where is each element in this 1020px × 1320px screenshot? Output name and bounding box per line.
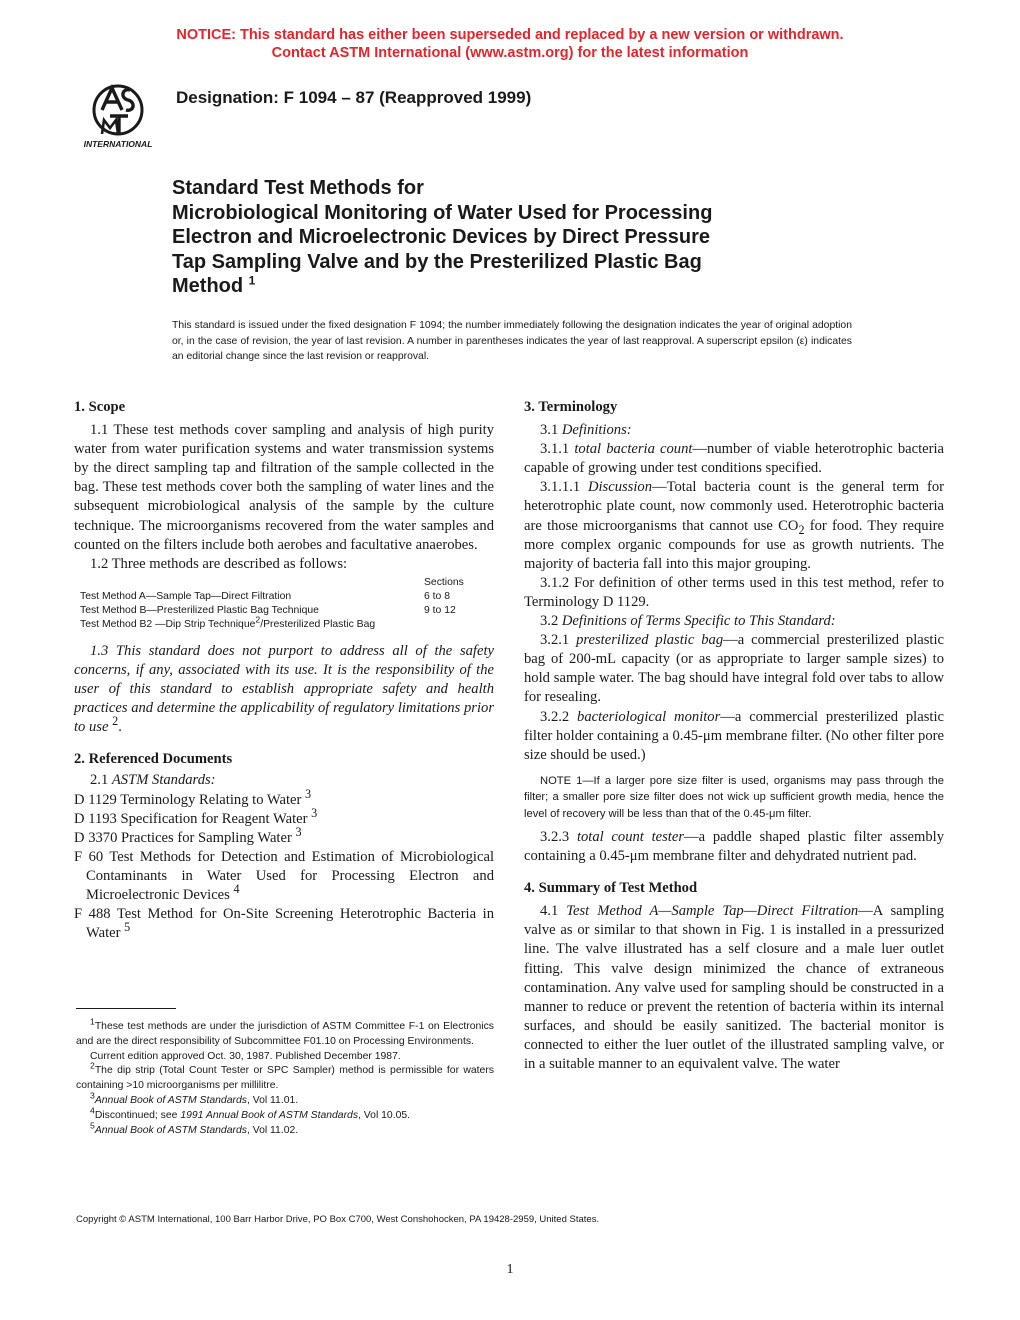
- footnote-mark: 4: [233, 882, 240, 897]
- footnote-2-text: The dip strip (Total Count Tester or SPC Sampler) method is permissible for waters containing >10 microorganisms per millilitre.: [76, 1065, 494, 1092]
- footnote-2: [76, 1060, 494, 1094]
- footnote-rule: [76, 1008, 176, 1009]
- period: .: [118, 719, 122, 736]
- para-3-1-2: 3.1.2 For definition of other terms used in this test method, refer to Terminology D 1129.: [524, 574, 944, 610]
- footnotes: [76, 1016, 494, 1138]
- num: 3.1: [540, 422, 562, 439]
- para-1-1: 1.1 These test methods cover sampling and analysis of high purity water from water purification systems and water transmission systems by the direct sampling tap and filtration of the sample collected in the bag. These test methods cover both the sampling of water lines and the subsequent microbiological analysis of the sample by the culture technique. The microorganisms recovered from the water samples and counted on the filters include both aerobes and facultative anaerobes.: [74, 422, 494, 553]
- reference-text: D 3370 Practices for Sampling Water: [74, 829, 292, 846]
- footnote-mark: 2: [90, 1060, 95, 1071]
- footnote-4-title: 1991 Annual Book of ASTM Standards: [180, 1109, 359, 1121]
- issuance-statement: This standard is issued under the fixed designation F 1094; the number immediately following the designation indicates the year of original adoption or, in the case of revision, the year of last revision. A number in parentheses indicates the year of last reapproval. A superscript epsilon (ε) indicates an editorial change since the last revision or reapproval.: [172, 320, 852, 362]
- footnote-3: [76, 1090, 494, 1109]
- title-line-5: Method: [172, 275, 244, 297]
- method-sections: 9 to 12: [424, 604, 456, 616]
- reference-text: F 488 Test Method for On-Site Screening Heterotrophic Bacteria in Water: [74, 906, 494, 942]
- term: bacteriological monitor: [577, 708, 721, 725]
- footnote-5-text: , Vol 11.02.: [246, 1124, 299, 1136]
- footnote-mark: 3: [90, 1090, 95, 1101]
- copyright: Copyright © ASTM International, 100 Barr Harbor Drive, PO Box C700, West Conshohocken, PA 19428-2959, United States.: [76, 1214, 600, 1225]
- footnote-5: [76, 1120, 494, 1139]
- section-1-heading: 1. Scope: [74, 399, 126, 415]
- reference-text: D 1129 Terminology Relating to Water: [74, 791, 302, 808]
- footnote-mark: 3: [295, 824, 302, 839]
- title-line-4: Tap Sampling Valve and by the Presterilized Plastic Bag: [172, 250, 702, 273]
- svg-text:INTERNATIONAL: INTERNATIONAL: [83, 139, 153, 149]
- footnote-4: [76, 1105, 494, 1124]
- num: 3.2: [540, 613, 562, 630]
- para-1-3-text: 1.3 This standard does not purport to address all of the safety concerns, if any, associated with its use. It is the responsibility of the user of this standard to establish appropriate safety and health practices and determine the applicability of regulatory limitations prior to use: [74, 642, 494, 736]
- title-line-3: Electron and Microelectronic Devices by Direct Pressure: [172, 226, 710, 248]
- withdrawal-notice: [0, 26, 1020, 62]
- page-number: 1: [506, 1262, 514, 1277]
- methods-table-header: Sections: [424, 576, 464, 588]
- para-1-3: [74, 642, 494, 737]
- footnote-mark: 2: [255, 614, 261, 625]
- section-3-heading: 3. Terminology: [524, 399, 618, 415]
- para-2-1-num: 2.1: [90, 772, 112, 789]
- para-3-1-1-1: [524, 478, 944, 573]
- para-4-1: [524, 902, 944, 1074]
- subscript: 2: [798, 522, 805, 537]
- para-3-1-1: [524, 440, 944, 478]
- footnote-1b: Current edition approved Oct. 30, 1987. Published December 1987.: [90, 1050, 401, 1062]
- method-sections: 6 to 8: [424, 590, 450, 602]
- definition: —number of viable heterotrophic bacteria capable of growing under test conditions specified.: [524, 441, 944, 477]
- num: 3.1.1.1: [540, 479, 588, 496]
- label: Definitions of Terms Specific to This Standard:: [561, 613, 836, 630]
- footnote-4-text-end: , Vol 10.05.: [358, 1109, 411, 1121]
- table-row: [80, 590, 464, 604]
- section-4-heading: 4. Summary of Test Method: [524, 880, 698, 897]
- section-2-heading: 2. Referenced Documents: [74, 751, 233, 768]
- num: 3.2.3: [540, 829, 577, 845]
- method-name: Test Method B—Presterilized Plastic Bag Technique: [80, 604, 319, 616]
- reference-text: F 60 Test Methods for Detection and Estimation of Microbiological Contaminants in Water Used for Processing Electron and Microelectronic Devices: [74, 848, 494, 903]
- notice-line-1: NOTICE: This standard has either been superseded and replaced by a new version or withdrawn.: [176, 27, 844, 43]
- reference-text: D 1193 Specification for Reagent Water: [74, 810, 308, 827]
- para-3-1: [524, 421, 944, 440]
- footnote-mark: 2: [112, 714, 119, 729]
- term: total count tester: [576, 829, 685, 845]
- num: 3.1.1: [540, 441, 575, 458]
- num: 3.2.1: [540, 632, 577, 649]
- footnote-1-text: These test methods are under the jurisdiction of ASTM Committee F-1 on Electronics and are the direct responsibility of Subcommittee F01.10 on Processing Environments.: [76, 1021, 494, 1047]
- term: total bacteria count: [574, 441, 693, 458]
- footnote-3-text: , Vol 11.01.: [246, 1094, 299, 1106]
- footnote-5-title: Annual Book of ASTM Standards: [94, 1124, 247, 1136]
- list-item: [74, 905, 494, 943]
- para-2-1-label: ASTM Standards:: [111, 772, 216, 789]
- method-name: Test Method A—Sample Tap—Direct Filtration: [80, 590, 292, 602]
- list-item: [74, 824, 494, 848]
- list-item: [74, 805, 494, 829]
- para-3-2-1: [524, 631, 944, 707]
- designation: Designation: F 1094 – 87 (Reapproved 1999): [176, 88, 532, 107]
- footnote-mark: 4: [90, 1105, 95, 1116]
- para-3-2-2: [524, 708, 944, 765]
- title-footnote-mark: 1: [248, 273, 256, 288]
- footnote-mark: 3: [311, 805, 318, 820]
- footnote-1: [76, 1016, 494, 1050]
- definition: —Total bacteria count is the general term for heterotrophic plate count, now commonly used. Heterotrophic bacteria are those microorganisms that cannot use CO: [524, 479, 944, 534]
- document-title: [172, 176, 832, 299]
- method-name: Test Method B2 —Dip Strip Technique: [80, 618, 256, 630]
- method-name-cont: /Presterilized Plastic Bag: [260, 618, 376, 630]
- para-1-2: 1.2 Three methods are described as follows:: [90, 555, 348, 572]
- num: 4.1: [540, 903, 567, 920]
- definition: —a commercial presterilized plastic bag of 200-mL capacity (or as appropriate to larger sample sizes) to hold sample water. The bag should have integral fold over tabs to allow for resealing.: [524, 632, 944, 706]
- notice-line-2: Contact ASTM International (www.astm.org) for the latest information: [271, 45, 749, 61]
- term: Discussion: [587, 479, 653, 496]
- footnote-mark: 1: [90, 1016, 95, 1027]
- definition-cont: for food. They require more complex organic compounds for use as growth nutrients. The majority of bacteria fall into this major grouping.: [524, 517, 944, 572]
- definition: —a paddle shaped plastic filter assembly containing a 0.45-μm membrane filter and dehydrated nutrient pad.: [524, 829, 944, 865]
- methods-table: [80, 576, 464, 632]
- footnote-mark: 5: [90, 1120, 95, 1131]
- left-column: [74, 398, 494, 943]
- footnote-mark: 5: [124, 920, 131, 935]
- table-row: [80, 618, 464, 632]
- footnote-4-text: Discontinued; see: [94, 1109, 181, 1121]
- para-3-2-3: [524, 828, 944, 866]
- para-3-2: [524, 612, 944, 631]
- astm-logo: [72, 76, 164, 152]
- label: Definitions:: [561, 422, 632, 439]
- table-row: [80, 604, 464, 618]
- footnote-3-title: Annual Book of ASTM Standards: [94, 1094, 247, 1106]
- note-1: [524, 773, 944, 822]
- num: 3.2.2: [540, 708, 578, 725]
- text: —A sampling valve as or similar to that shown in Fig. 1 is installed in a pressurized line. The valve illustrated has a self closure and a male luer outlet fitting. This valve design minimized the chance of extraneous contamination. Any valve used for sampling should be constructed in a manner to reduce or prevent the retention of bacteria within its internal surfaces, and should be easily sanitized. The bacterial monitor is connected to either the luer outlet of the illustrated sampling valve, or in a suitable manner to an equivalent valve. The water: [524, 903, 945, 1073]
- term: presterilized plastic bag: [576, 632, 724, 649]
- label: Test Method A—Sample Tap—Direct Filtration: [566, 903, 859, 920]
- method-sections: [424, 618, 464, 632]
- right-column: [524, 398, 944, 1074]
- para-2-1: [74, 771, 494, 790]
- definition: —a commercial presterilized plastic filter holder containing a 0.45-μm membrane filter. (No other filter pore size should be used.): [524, 708, 944, 763]
- astm-logo-mark: [72, 76, 164, 152]
- list-item: [74, 786, 494, 810]
- list-item: [74, 848, 494, 905]
- note-text: If a larger pore size filter is used, organisms may pass through the filter; a smaller pore size filter does not wick up sufficient growth media, hence the level of recovery will be less than that of the 0.45-μm filter.: [524, 774, 944, 820]
- footnote-mark: 3: [305, 786, 312, 801]
- title-line-1: Standard Test Methods for: [172, 177, 424, 199]
- note-label: NOTE 1—: [540, 774, 594, 787]
- title-line-2: Microbiological Monitoring of Water Used for Processing: [172, 201, 713, 224]
